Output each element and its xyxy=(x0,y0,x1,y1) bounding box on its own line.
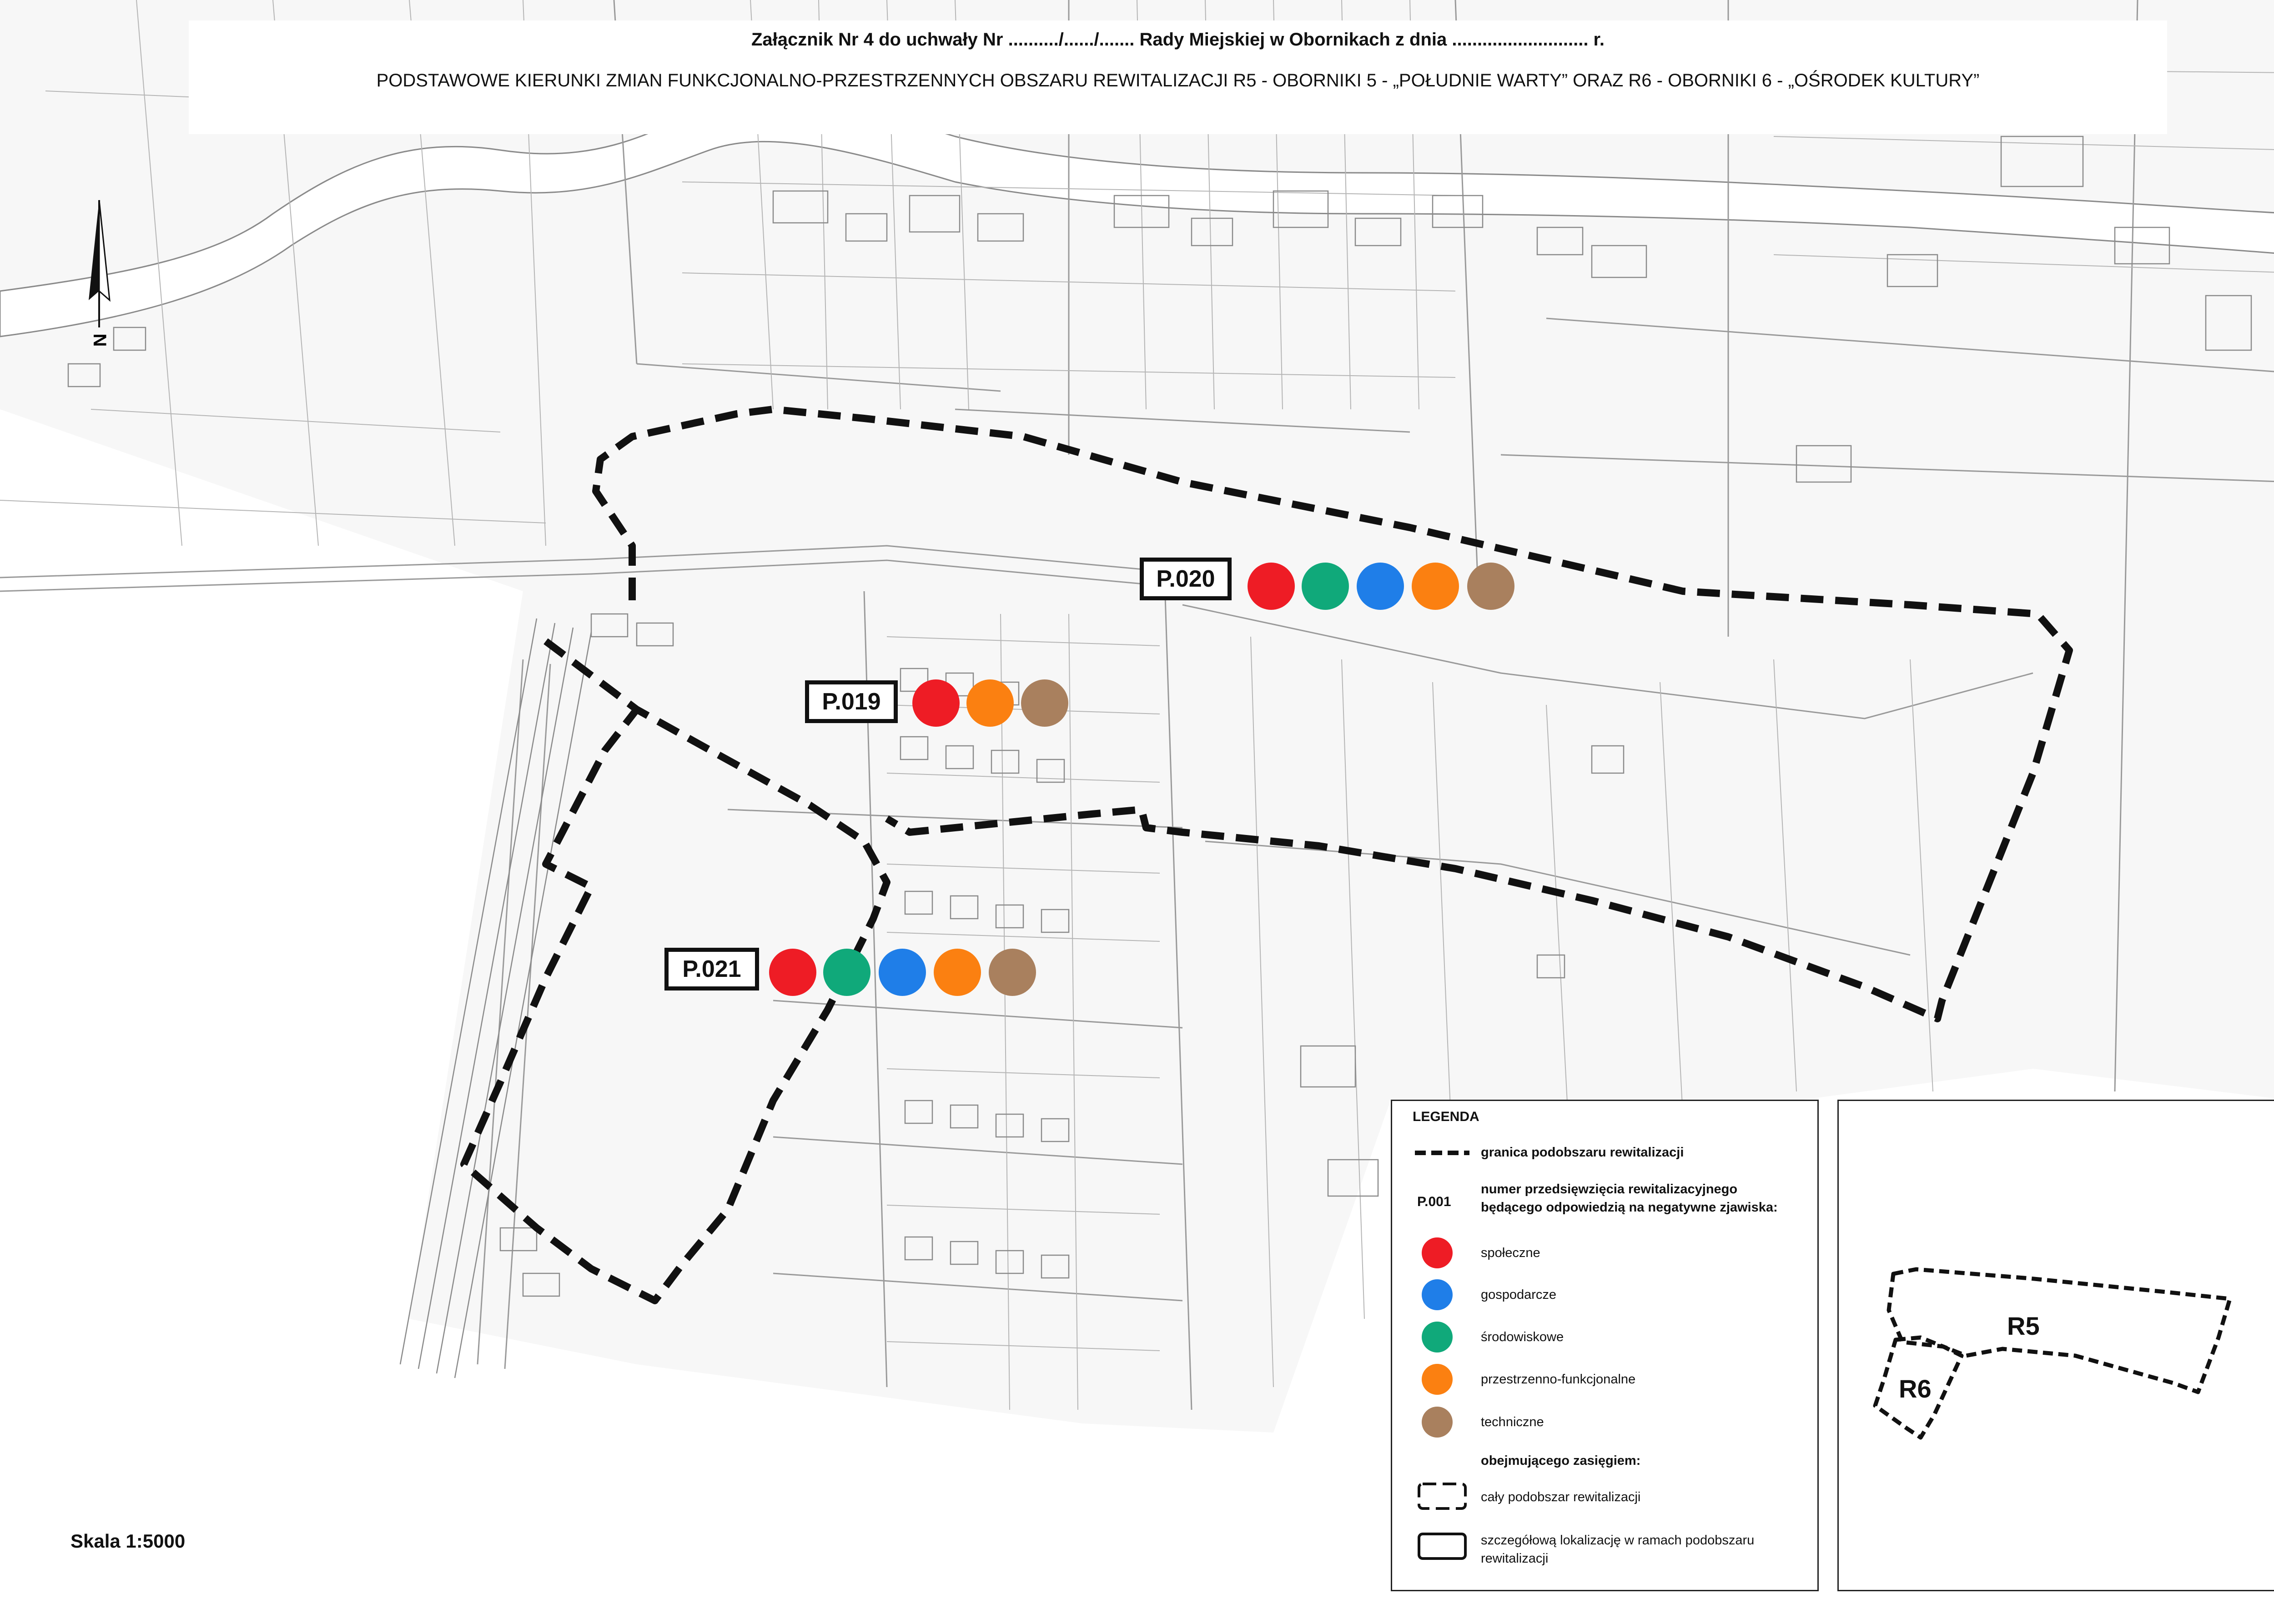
project-dot xyxy=(1467,563,1514,610)
scale-label: Skala 1:5000 xyxy=(70,1530,186,1552)
project-dot xyxy=(769,949,816,996)
legend-scope-whole-symbol xyxy=(1417,1482,1467,1510)
legend-scope-detail-label-1: szczegółową lokalizację w ramach podobszaru xyxy=(1481,1533,1755,1548)
legend-code-desc-2: będącego odpowiedzią na negatywne zjawiska: xyxy=(1481,1200,1778,1215)
project-dot xyxy=(989,949,1036,996)
legend-label-przestrzenno-funkcjonalne: przestrzenno-funkcjonalne xyxy=(1481,1372,1636,1387)
inset-overview-panel xyxy=(1837,1100,2274,1591)
legend-scope-whole-label: cały podobszar rewitalizacji xyxy=(1481,1490,1641,1504)
legend-boundary-label: granica podobszaru rewitalizacji xyxy=(1481,1145,1684,1160)
legend-label-srodowiskowe: środowiskowe xyxy=(1481,1330,1564,1344)
legend-dot-gospodarcze xyxy=(1422,1279,1453,1310)
legend-dot-srodowiskowe xyxy=(1422,1322,1453,1352)
project-dot xyxy=(912,679,960,727)
legend-code-desc-1: numer przedsięwzięcia rewitalizacyjnego xyxy=(1481,1182,1738,1197)
legend-panel xyxy=(1391,1100,1819,1591)
legend-scope-detail-symbol xyxy=(1417,1532,1467,1560)
legend-label-techniczne: techniczne xyxy=(1481,1415,1544,1429)
legend-boundary-symbol xyxy=(1415,1148,1469,1157)
legend-scope-detail-label-2: rewitalizacji xyxy=(1481,1551,1549,1566)
legend-scope-title: obejmującego zasięgiem: xyxy=(1481,1453,1641,1468)
legend-title: LEGENDA xyxy=(1413,1109,1479,1124)
project-label-p019[interactable]: P.019 xyxy=(805,680,898,723)
title-line-2: PODSTAWOWE KIERUNKI ZMIAN FUNKCJONALNO-PRZESTRZENNYCH OBSZARU REWITALIZACJI R5 - OBORNIKI 5 - „POŁUDNIE WARTY” ORAZ R6 - OBORNIKI 6 - „OŚRODEK KULTURY” xyxy=(376,70,1980,91)
project-label-p021[interactable]: P.021 xyxy=(664,948,759,990)
inset-label-r6: R6 xyxy=(1899,1374,1932,1403)
project-label-p020[interactable]: P.020 xyxy=(1140,558,1232,600)
title-panel xyxy=(189,20,2167,134)
title-line-1: Załącznik Nr 4 do uchwały Nr ........../....../....... Rady Miejskiej w Obornikach z dnia ........................... r. xyxy=(751,30,1605,50)
project-dot xyxy=(934,949,981,996)
inset-map xyxy=(1839,1101,2274,1590)
project-dot xyxy=(1412,563,1459,610)
north-arrow-letter: N xyxy=(90,333,110,347)
legend-dot-spoleczne xyxy=(1422,1237,1453,1268)
project-dot xyxy=(1357,563,1404,610)
legend-dot-przestrzenno-funkcjonalne xyxy=(1422,1364,1453,1395)
legend-code-example: P.001 xyxy=(1417,1194,1451,1209)
inset-boundary-r5 xyxy=(1889,1269,2230,1392)
project-dot xyxy=(966,679,1014,727)
legend-dot-techniczne xyxy=(1422,1407,1453,1438)
inset-label-r5: R5 xyxy=(2007,1312,2040,1340)
project-dot xyxy=(1021,679,1068,727)
project-dot xyxy=(1302,563,1349,610)
project-dot xyxy=(1248,563,1295,610)
legend-label-gospodarcze: gospodarcze xyxy=(1481,1287,1557,1302)
project-dot xyxy=(823,949,870,996)
project-dot xyxy=(879,949,926,996)
legend-label-spoleczne: społeczne xyxy=(1481,1246,1540,1260)
